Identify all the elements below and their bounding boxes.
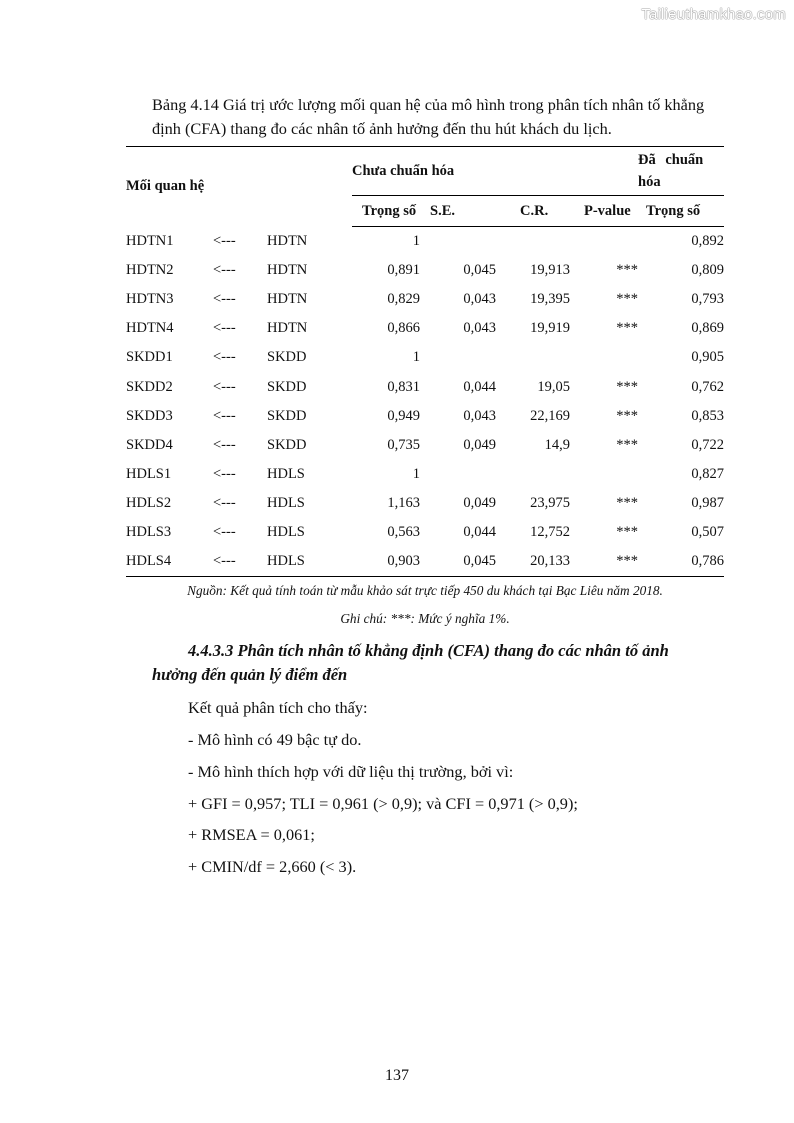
- row-cr: 19,395: [530, 290, 570, 307]
- row-estimate: 0,866: [387, 320, 420, 337]
- row-factor: HDTN: [267, 232, 308, 249]
- row-arrow: <---: [213, 466, 236, 483]
- row-std-estimate: 0,809: [691, 261, 724, 278]
- table-row: [126, 489, 724, 518]
- row-std-estimate: 0,869: [691, 320, 724, 337]
- row-estimate: 0,831: [387, 378, 420, 395]
- row-std-estimate: 0,722: [691, 436, 724, 453]
- row-pvalue: ***: [616, 290, 638, 307]
- col-estimate: Trọng số: [352, 196, 420, 227]
- row-estimate: 0,735: [387, 436, 420, 453]
- row-pvalue: ***: [616, 261, 638, 278]
- row-estimate: 1: [412, 232, 420, 249]
- row-item: SKDD3: [126, 407, 173, 424]
- table-row: [126, 256, 724, 285]
- table-row: [126, 431, 724, 460]
- row-se: 0,049: [463, 495, 496, 512]
- row-cr: 19,913: [530, 261, 570, 278]
- row-cr: 19,05: [537, 378, 570, 395]
- row-pvalue: ***: [616, 436, 638, 453]
- row-se: [420, 343, 496, 372]
- row-cr: 20,133: [496, 548, 570, 577]
- paragraph-fit: - Mô hình thích hợp với dữ liệu thị trường, bởi vì:: [188, 762, 514, 781]
- row-estimate: 0,563: [387, 524, 420, 541]
- row-estimate: 0,829: [387, 290, 420, 307]
- table-row: [126, 343, 724, 372]
- row-cr: 23,975: [530, 495, 570, 512]
- table-row: [126, 285, 724, 314]
- row-cr: 14,9: [544, 436, 570, 453]
- row-factor: SKDD: [267, 436, 307, 453]
- row-arrow: <---: [213, 495, 236, 512]
- row-cr: 19,919: [530, 320, 570, 337]
- row-std-estimate: 0,762: [691, 378, 724, 395]
- row-se: 0,045: [463, 261, 496, 278]
- row-item: HDLS2: [126, 495, 172, 512]
- row-estimate: 0,891: [387, 261, 420, 278]
- row-arrow: <---: [213, 320, 236, 337]
- row-item: HDLS3: [126, 524, 172, 541]
- row-item: HDLS1: [126, 466, 172, 483]
- row-se: 0,044: [463, 524, 496, 541]
- row-se: 0,044: [463, 378, 496, 395]
- col-std-estimate: Trọng số: [638, 196, 724, 227]
- row-factor: SKDD: [267, 349, 307, 366]
- row-std-estimate: 0,827: [691, 466, 724, 483]
- paragraph-cmin: + CMIN/df = 2,660 (< 3).: [188, 857, 357, 876]
- row-factor: SKDD: [267, 407, 307, 424]
- table-row: [126, 548, 724, 577]
- watermark: Tailieuthamkhao.com: [641, 6, 786, 23]
- table-row: [126, 314, 724, 343]
- row-estimate: 1,163: [387, 495, 420, 512]
- row-factor: HDLS: [267, 466, 305, 483]
- row-arrow: <---: [213, 232, 236, 249]
- row-cr: [496, 343, 570, 372]
- table-caption: Bảng 4.14 Giá trị ước lượng mối quan hệ của mô hình trong phân tích nhân tố khẳng định (CFA) thang đo các nhân tố ảnh hưởng đến thu hút khách du lịch.: [152, 95, 705, 138]
- row-cr: [496, 227, 570, 256]
- paragraph-rmsea: + RMSEA = 0,061;: [188, 825, 315, 844]
- row-se: [420, 227, 496, 256]
- row-se: 0,045: [420, 548, 496, 577]
- row-se: 0,049: [463, 436, 496, 453]
- row-factor: HDTN: [267, 261, 308, 278]
- page-number: 137: [385, 1067, 409, 1084]
- row-estimate: 0,949: [387, 407, 420, 424]
- row-pvalue: [570, 460, 638, 489]
- row-factor: HDLS: [267, 524, 305, 541]
- table-row: [126, 372, 724, 401]
- row-pvalue: ***: [616, 524, 638, 541]
- row-arrow: <---: [213, 349, 236, 366]
- row-factor: HDLS: [267, 548, 352, 577]
- row-arrow: <---: [213, 290, 236, 307]
- row-item: HDTN2: [126, 261, 174, 278]
- row-item: SKDD1: [126, 349, 173, 366]
- table-row: [126, 460, 724, 489]
- row-pvalue: ***: [616, 407, 638, 424]
- row-item: HDTN1: [126, 232, 174, 249]
- row-std-estimate: 0,905: [691, 349, 724, 366]
- row-se: [420, 460, 496, 489]
- row-factor: HDLS: [267, 495, 305, 512]
- row-item: SKDD4: [126, 436, 173, 453]
- row-pvalue: ***: [570, 548, 638, 577]
- row-pvalue: ***: [616, 320, 638, 337]
- relation-header: Mối quan hệ: [126, 147, 352, 227]
- row-arrow: <---: [213, 436, 236, 453]
- row-std-estimate: 0,786: [638, 548, 724, 577]
- table-header-row: [126, 147, 724, 196]
- row-std-estimate: 0,853: [691, 407, 724, 424]
- row-factor: HDTN: [267, 290, 308, 307]
- row-pvalue: ***: [616, 495, 638, 512]
- paragraph-intro: Kết quả phân tích cho thấy:: [188, 698, 368, 717]
- row-arrow: <---: [213, 407, 236, 424]
- section-heading: 4.4.3.3 Phân tích nhân tố khẳng định (CFA) thang đo các nhân tố ảnh hưởng đến quản lý điểm đến: [152, 641, 669, 684]
- row-estimate: 1: [412, 349, 420, 366]
- row-cr: [496, 460, 570, 489]
- row-std-estimate: 0,987: [691, 495, 724, 512]
- row-arrow: <---: [213, 261, 236, 278]
- row-estimate: 1: [412, 466, 420, 483]
- row-se: 0,043: [463, 320, 496, 337]
- row-item: HDTN4: [126, 320, 174, 337]
- row-factor: SKDD: [267, 378, 307, 395]
- row-item: HDTN3: [126, 290, 174, 307]
- table-row: [126, 227, 724, 256]
- unstandardized-header: Chưa chuẩn hóa: [352, 147, 638, 196]
- row-item: SKDD2: [126, 378, 173, 395]
- row-std-estimate: 0,892: [691, 232, 724, 249]
- row-item: HDLS4: [126, 548, 213, 577]
- table-row: [126, 402, 724, 431]
- source-note: Nguồn: Kết quả tính toán từ mẫu khảo sát trực tiếp 450 du khách tại Bạc Liêu năm 2018.: [187, 583, 663, 598]
- standardized-header: Đã chuẩn hóa: [638, 147, 724, 196]
- row-arrow: <---: [213, 524, 236, 541]
- paragraph-gfi: + GFI = 0,957; TLI = 0,961 (> 0,9); và CFI = 0,971 (> 0,9);: [188, 794, 578, 813]
- row-cr: 22,169: [530, 407, 570, 424]
- row-pvalue: ***: [616, 378, 638, 395]
- col-pvalue: P-value: [570, 196, 638, 227]
- col-se: S.E.: [420, 196, 496, 227]
- row-pvalue: [570, 343, 638, 372]
- table-row: [126, 518, 724, 547]
- row-factor: HDTN: [267, 320, 308, 337]
- row-std-estimate: 0,793: [691, 290, 724, 307]
- cfa-table: [126, 146, 724, 577]
- row-arrow: <---: [213, 378, 236, 395]
- row-std-estimate: 0,507: [691, 524, 724, 541]
- row-estimate: 0,903: [352, 548, 420, 577]
- col-cr: C.R.: [496, 196, 570, 227]
- row-se: 0,043: [463, 407, 496, 424]
- row-arrow: <---: [213, 548, 267, 577]
- paragraph-df: - Mô hình có 49 bậc tự do.: [188, 730, 362, 749]
- row-se: 0,043: [463, 290, 496, 307]
- row-cr: 12,752: [530, 524, 570, 541]
- row-pvalue: [570, 227, 638, 256]
- significance-note: Ghi chú: ***: Mức ý nghĩa 1%.: [340, 611, 510, 626]
